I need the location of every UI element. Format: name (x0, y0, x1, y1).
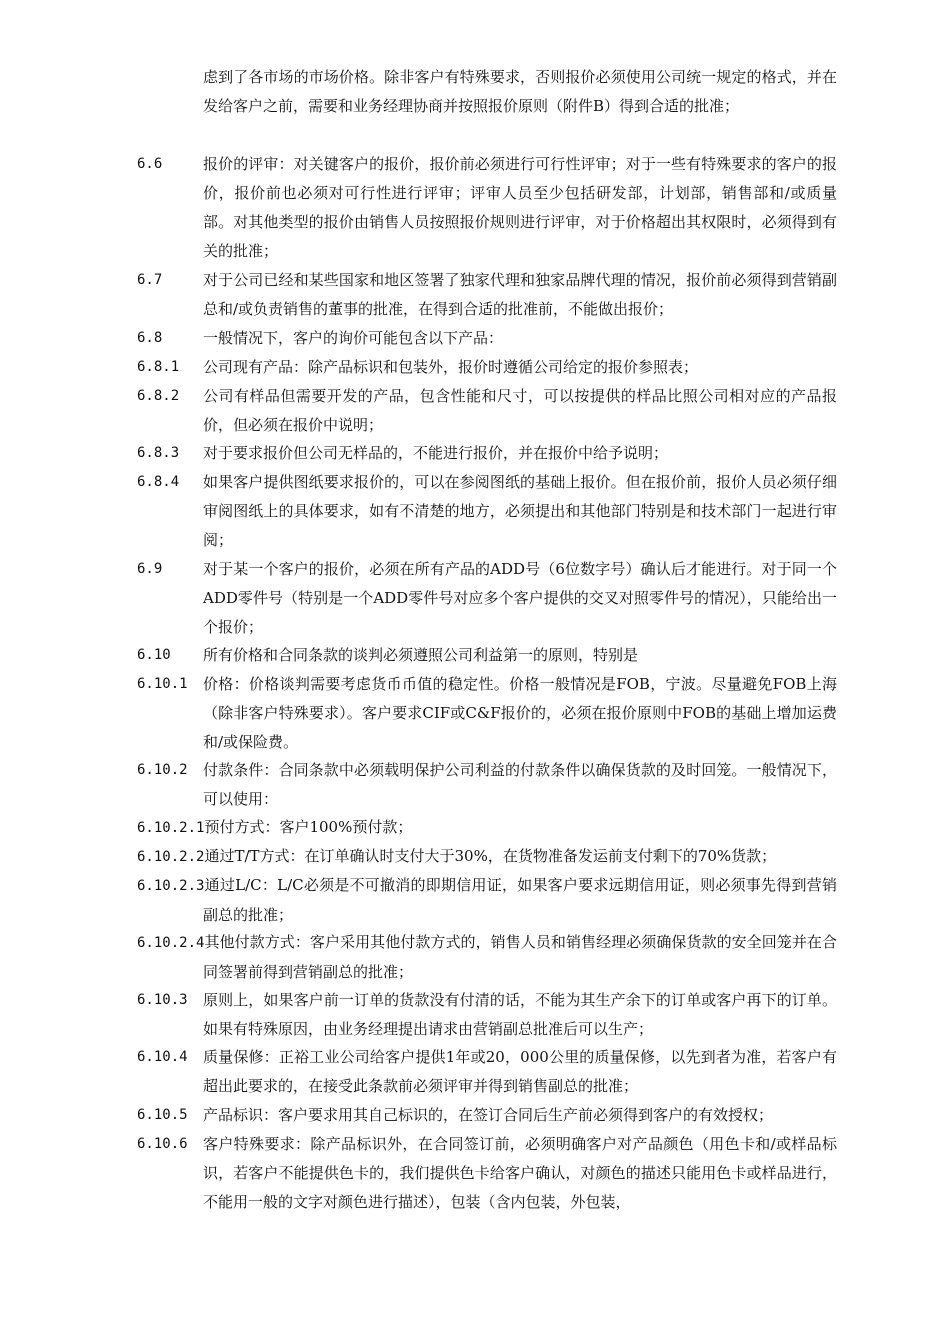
clause-body (137, 871, 837, 930)
clause-6-8-4 (137, 468, 837, 555)
clause-6-10-3 (137, 986, 837, 1044)
clause-6-8 (137, 324, 837, 353)
clause-text: 预付方式：客户100%预付款； (204, 818, 413, 836)
clause-number: 6.10 (137, 647, 171, 663)
clause-6-7 (137, 266, 837, 324)
clause-6-9 (137, 555, 837, 642)
clause-number: 6.9 (137, 561, 163, 577)
clause-6-10-2-1 (137, 813, 837, 843)
clause-6-10-2-4 (137, 928, 837, 987)
clause-number: 6.10.2.1 (137, 820, 205, 836)
clause-text: 虑到了各市场的市场价格。除非客户有特殊要求，否则报价必须使用公司统一规定的格式，并在发给客户之前，需要和业务经理协商并按照报价原则（附件B）得到合适的批准； (203, 68, 837, 115)
clause-number: 6.7 (137, 272, 163, 288)
clause-6-10-5 (137, 1101, 837, 1130)
clause-text: 客户特殊要求：除产品标识外，在合同签订前，必须明确客户对产品颜色（用色卡和/或样品标识，若客户不能提供色卡的，我们提供色卡给客户确认，对颜色的描述只能用色卡或样品进行，不能用一般的文字对颜色进行描述），包装（含内包装，外包装， (203, 1135, 837, 1211)
clause-text: 对于要求报价但公司无样品的，不能进行报价，并在报价中给予说明； (203, 444, 669, 462)
clause-6-10-4 (137, 1043, 837, 1101)
clause-number: 6.8.1 (137, 359, 180, 375)
clause-6-8-1 (137, 353, 837, 382)
clause-6-10-2-2 (137, 842, 837, 872)
clause-text: 通过L/C：L/C必须是不可撤消的即期信用证，如果客户要求远期信用证，则必须事先得到营销副总的批准； (203, 876, 837, 924)
clause-body (137, 813, 837, 843)
clause-number: 6.8.2 (137, 388, 180, 404)
clause-number: 6.8.4 (137, 474, 180, 490)
clause-text: 所有价格和合同条款的谈判必须遵照公司利益第一的原则，特别是 (203, 646, 639, 664)
clause-number: 6.10.2.3 (137, 878, 205, 894)
clause-body (137, 842, 837, 872)
clause-text: 其他付款方式：客户采用其他付款方式的，销售人员和销售经理必须确保货款的安全回笼并在合同签署前得到营销副总的批准； (203, 933, 837, 981)
clause-body (137, 928, 837, 987)
clause-6-10-2 (137, 756, 837, 814)
clause-number: 6.6 (137, 156, 163, 172)
clause-6-6 (137, 150, 837, 266)
clause-text: 产品标识：客户要求用其自己标识的，在签订合同后生产前必须得到客户的有效授权； (203, 1106, 774, 1124)
clause-text: 公司有样品但需要开发的产品，包含性能和尺寸，可以按提供的样品比照公司相对应的产品报价，但必须在报价中说明； (203, 387, 837, 434)
clause-continuation (137, 63, 837, 121)
clause-text: 通过T/T方式：在订单确认时支付大于30%，在货物准备发运前支付剩下的70%货款； (204, 847, 777, 865)
clause-6-10-2-3 (137, 871, 837, 930)
clause-text: 原则上，如果客户前一订单的货款没有付清的话，不能为其生产余下的订单或客户再下的订单。 如果有特殊原因，由业务经理提出请求由营销副总批准后可以生产； (203, 991, 837, 1038)
clause-text: 公司现有产品：除产品标识和包装外，报价时遵循公司给定的报价参照表； (203, 358, 699, 376)
clause-6-8-3 (137, 439, 837, 468)
clause-6-8-2 (137, 382, 837, 440)
clause-number: 6.10.2.4 (137, 935, 205, 951)
clause-text: 质量保修：正裕工业公司给客户提供1年或20，000公里的质量保修，以先到者为准，若客户有超出此要求的，在接受此条款前必须评审并得到销售副总的批准； (203, 1048, 837, 1095)
clause-text: 如果客户提供图纸要求报价的，可以在参阅图纸的基础上报价。但在报价前，报价人员必须仔细审阅图纸上的具体要求，如有不清楚的地方，必须提出和其他部门特别是和技术部门一起进行审阅； (203, 473, 837, 549)
clause-text: 价格：价格谈判需要考虑货币币值的稳定性。价格一般情况是FOB，宁波。尽量避免FOB上海（除非客户特殊要求）。客户要求CIF或C&F报价的，必须在报价原则中FOB的基础上增加运费和/或保险费。 (203, 675, 837, 751)
clause-number: 6.8.3 (137, 445, 180, 461)
clause-text: 报价的评审：对关键客户的报价，报价前必须进行可行性评审；对于一些有特殊要求的客户的报价，报价前也必须对可行性进行评审；评审人员至少包括研发部，计划部，销售部和/或质量部。对其他类型的报价由销售人员按照报价规则进行评审，对于价格超出其权限时，必须得到有关的批准； (203, 155, 837, 260)
clause-6-10-1 (137, 670, 837, 757)
clause-number: 6.10.1 (137, 676, 188, 692)
clause-number: 6.10.2.2 (137, 849, 205, 865)
clause-text: 一般情况下，客户的询价可能包含以下产品： (203, 329, 504, 347)
clause-text: 付款条件：合同条款中必须载明保护公司利益的付款条件以确保货款的及时回笼。一般情况下，可以使用： (203, 761, 837, 808)
clause-number: 6.10.2 (137, 762, 188, 778)
clause-text: 对于公司已经和某些国家和地区签署了独家代理和独家品牌代理的情况，报价前必须得到营销副总和/或负责销售的董事的批准，在得到合适的批准前，不能做出报价； (203, 271, 837, 318)
clause-text: 对于某一个客户的报价，必须在所有产品的ADD号（6位数字号）确认后才能进行。对于同一个ADD零件号（特别是一个ADD零件号对应多个客户提供的交叉对照零件号的情况），只能给出一个报价； (203, 560, 837, 636)
clause-number: 6.10.3 (137, 992, 188, 1008)
clause-6-10 (137, 641, 837, 670)
clause-6-10-6 (137, 1130, 837, 1217)
clause-number: 6.10.4 (137, 1049, 188, 1065)
clause-number: 6.10.5 (137, 1107, 188, 1123)
clause-number: 6.8 (137, 330, 163, 346)
clause-number: 6.10.6 (137, 1136, 188, 1152)
